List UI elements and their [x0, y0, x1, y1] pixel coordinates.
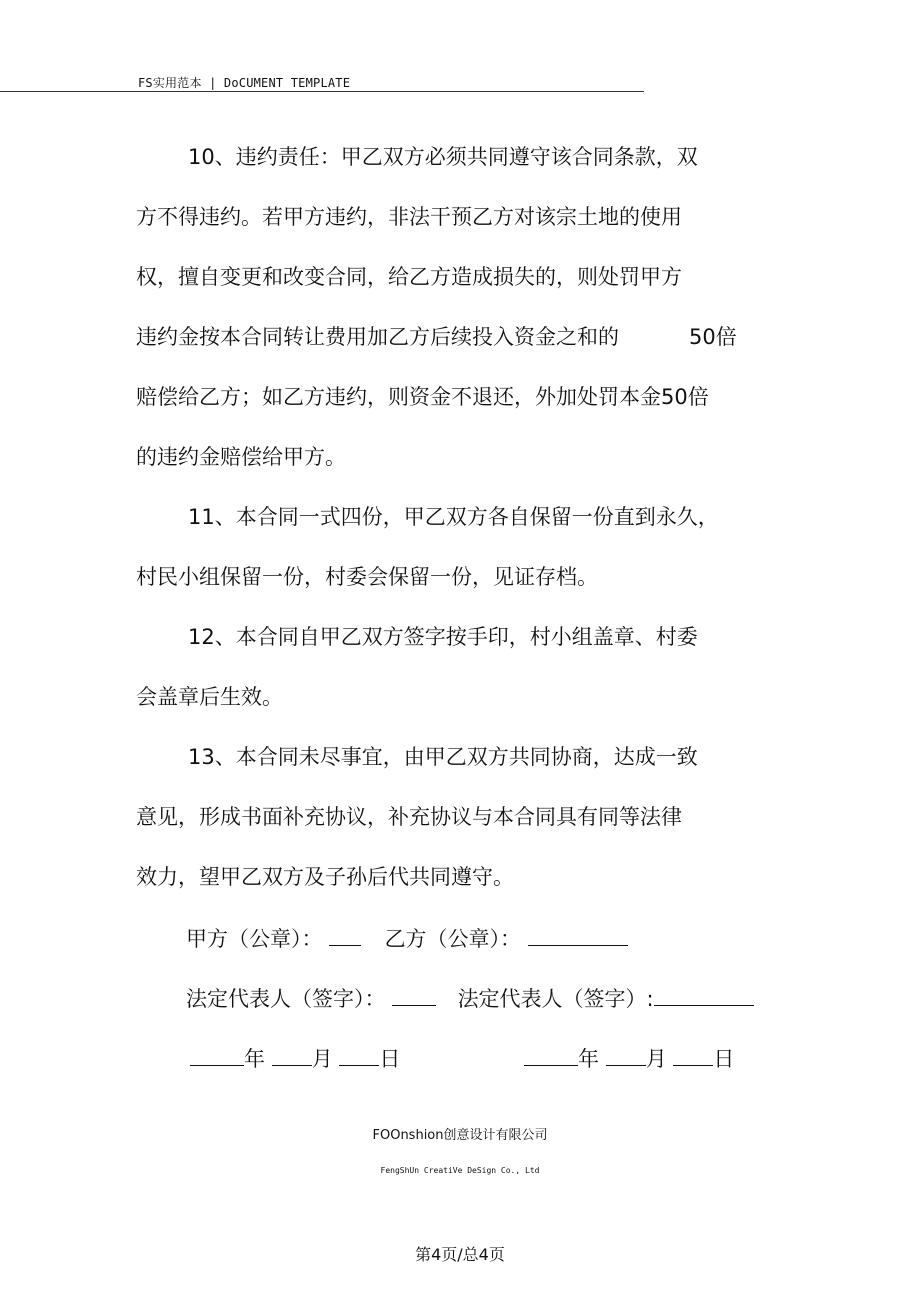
party-a-month-label: 月 [311, 1047, 333, 1071]
clause-10-line-5: 赔偿给乙方；如乙方违约，则资金不退还，外加处罚本金50倍 [136, 385, 709, 409]
clause-10-line-2: 方不得违约。若甲方违约，非法干预乙方对该宗土地的使用 [136, 205, 682, 229]
clause-13-line-2: 意见，形成书面补充协议，补充协议与本合同具有同等法律 [136, 805, 682, 829]
clause-10-line-3: 权，擅自变更和改变合同，给乙方造成损失的，则处罚甲方 [136, 265, 682, 289]
date-row-a [190, 1045, 400, 1073]
party-b-day-blank[interactable] [673, 1045, 713, 1066]
representative-row [186, 985, 754, 1013]
party-b-rep-blank[interactable] [654, 985, 754, 1006]
clause-12-line-1: 12、本合同自甲乙双方签字按手印，村小组盖章、村委 [188, 625, 698, 649]
party-a-day-label: 日 [379, 1047, 401, 1071]
party-b-month-blank[interactable] [606, 1045, 646, 1066]
clause-10-line-1: 10、违约责任：甲乙双方必须共同遵守该合同条款，双 [188, 145, 698, 169]
party-b-seal-blank[interactable] [528, 925, 628, 946]
party-b-rep-label: 法定代表人（签字）: [457, 987, 654, 1011]
party-b-day-label: 日 [713, 1047, 735, 1071]
header-divider [0, 91, 644, 92]
party-a-seal-label: 甲方（公章）： [186, 927, 323, 951]
document-header: FS实用范本 | DoCUMENT TEMPLATE [138, 76, 351, 90]
clause-13-line-3: 效力，望甲乙双方及子孙后代共同遵守。 [136, 865, 514, 889]
party-b-seal-label: 乙方（公章）： [384, 927, 522, 951]
clause-11-line-2: 村民小组保留一份，村委会保留一份，见证存档。 [136, 565, 598, 589]
party-a-month-blank[interactable] [272, 1045, 312, 1066]
clause-12-line-2: 会盖章后生效。 [136, 685, 283, 709]
date-row-b [524, 1045, 734, 1073]
clause-10-line-6: 的违约金赔偿给甲方。 [136, 445, 346, 469]
party-a-seal-blank[interactable] [329, 925, 361, 946]
seal-row [186, 925, 628, 953]
clause-10-line-4-tail: 50倍 [689, 325, 737, 349]
footer-company-name: FOOnshion创意设计有限公司 [372, 1128, 548, 1143]
party-b-year-blank[interactable] [524, 1045, 578, 1066]
party-a-day-blank[interactable] [339, 1045, 379, 1066]
party-b-year-label: 年 [578, 1047, 599, 1071]
party-a-rep-blank[interactable] [392, 985, 436, 1006]
clause-11-line-1: 11、本合同一式四份，甲乙双方各自保留一份直到永久， [188, 505, 719, 529]
clause-13-line-1: 13、本合同未尽事宜，由甲乙双方共同协商，达成一致 [188, 745, 698, 769]
party-b-month-label: 月 [645, 1047, 667, 1071]
clause-10-line-4-text: 违约金按本合同转让费用加乙方后续投入资金之和的 [136, 325, 619, 349]
party-a-rep-label: 法定代表人（签字）： [186, 987, 386, 1011]
party-a-year-label: 年 [244, 1047, 265, 1071]
clause-10-line-4 [136, 323, 737, 351]
party-a-year-blank[interactable] [190, 1045, 244, 1066]
footer-company-english: FengShUn CreatiVe DeSign Co., Ltd [380, 1166, 540, 1175]
page-number: 第4页/总4页 [415, 1245, 505, 1264]
